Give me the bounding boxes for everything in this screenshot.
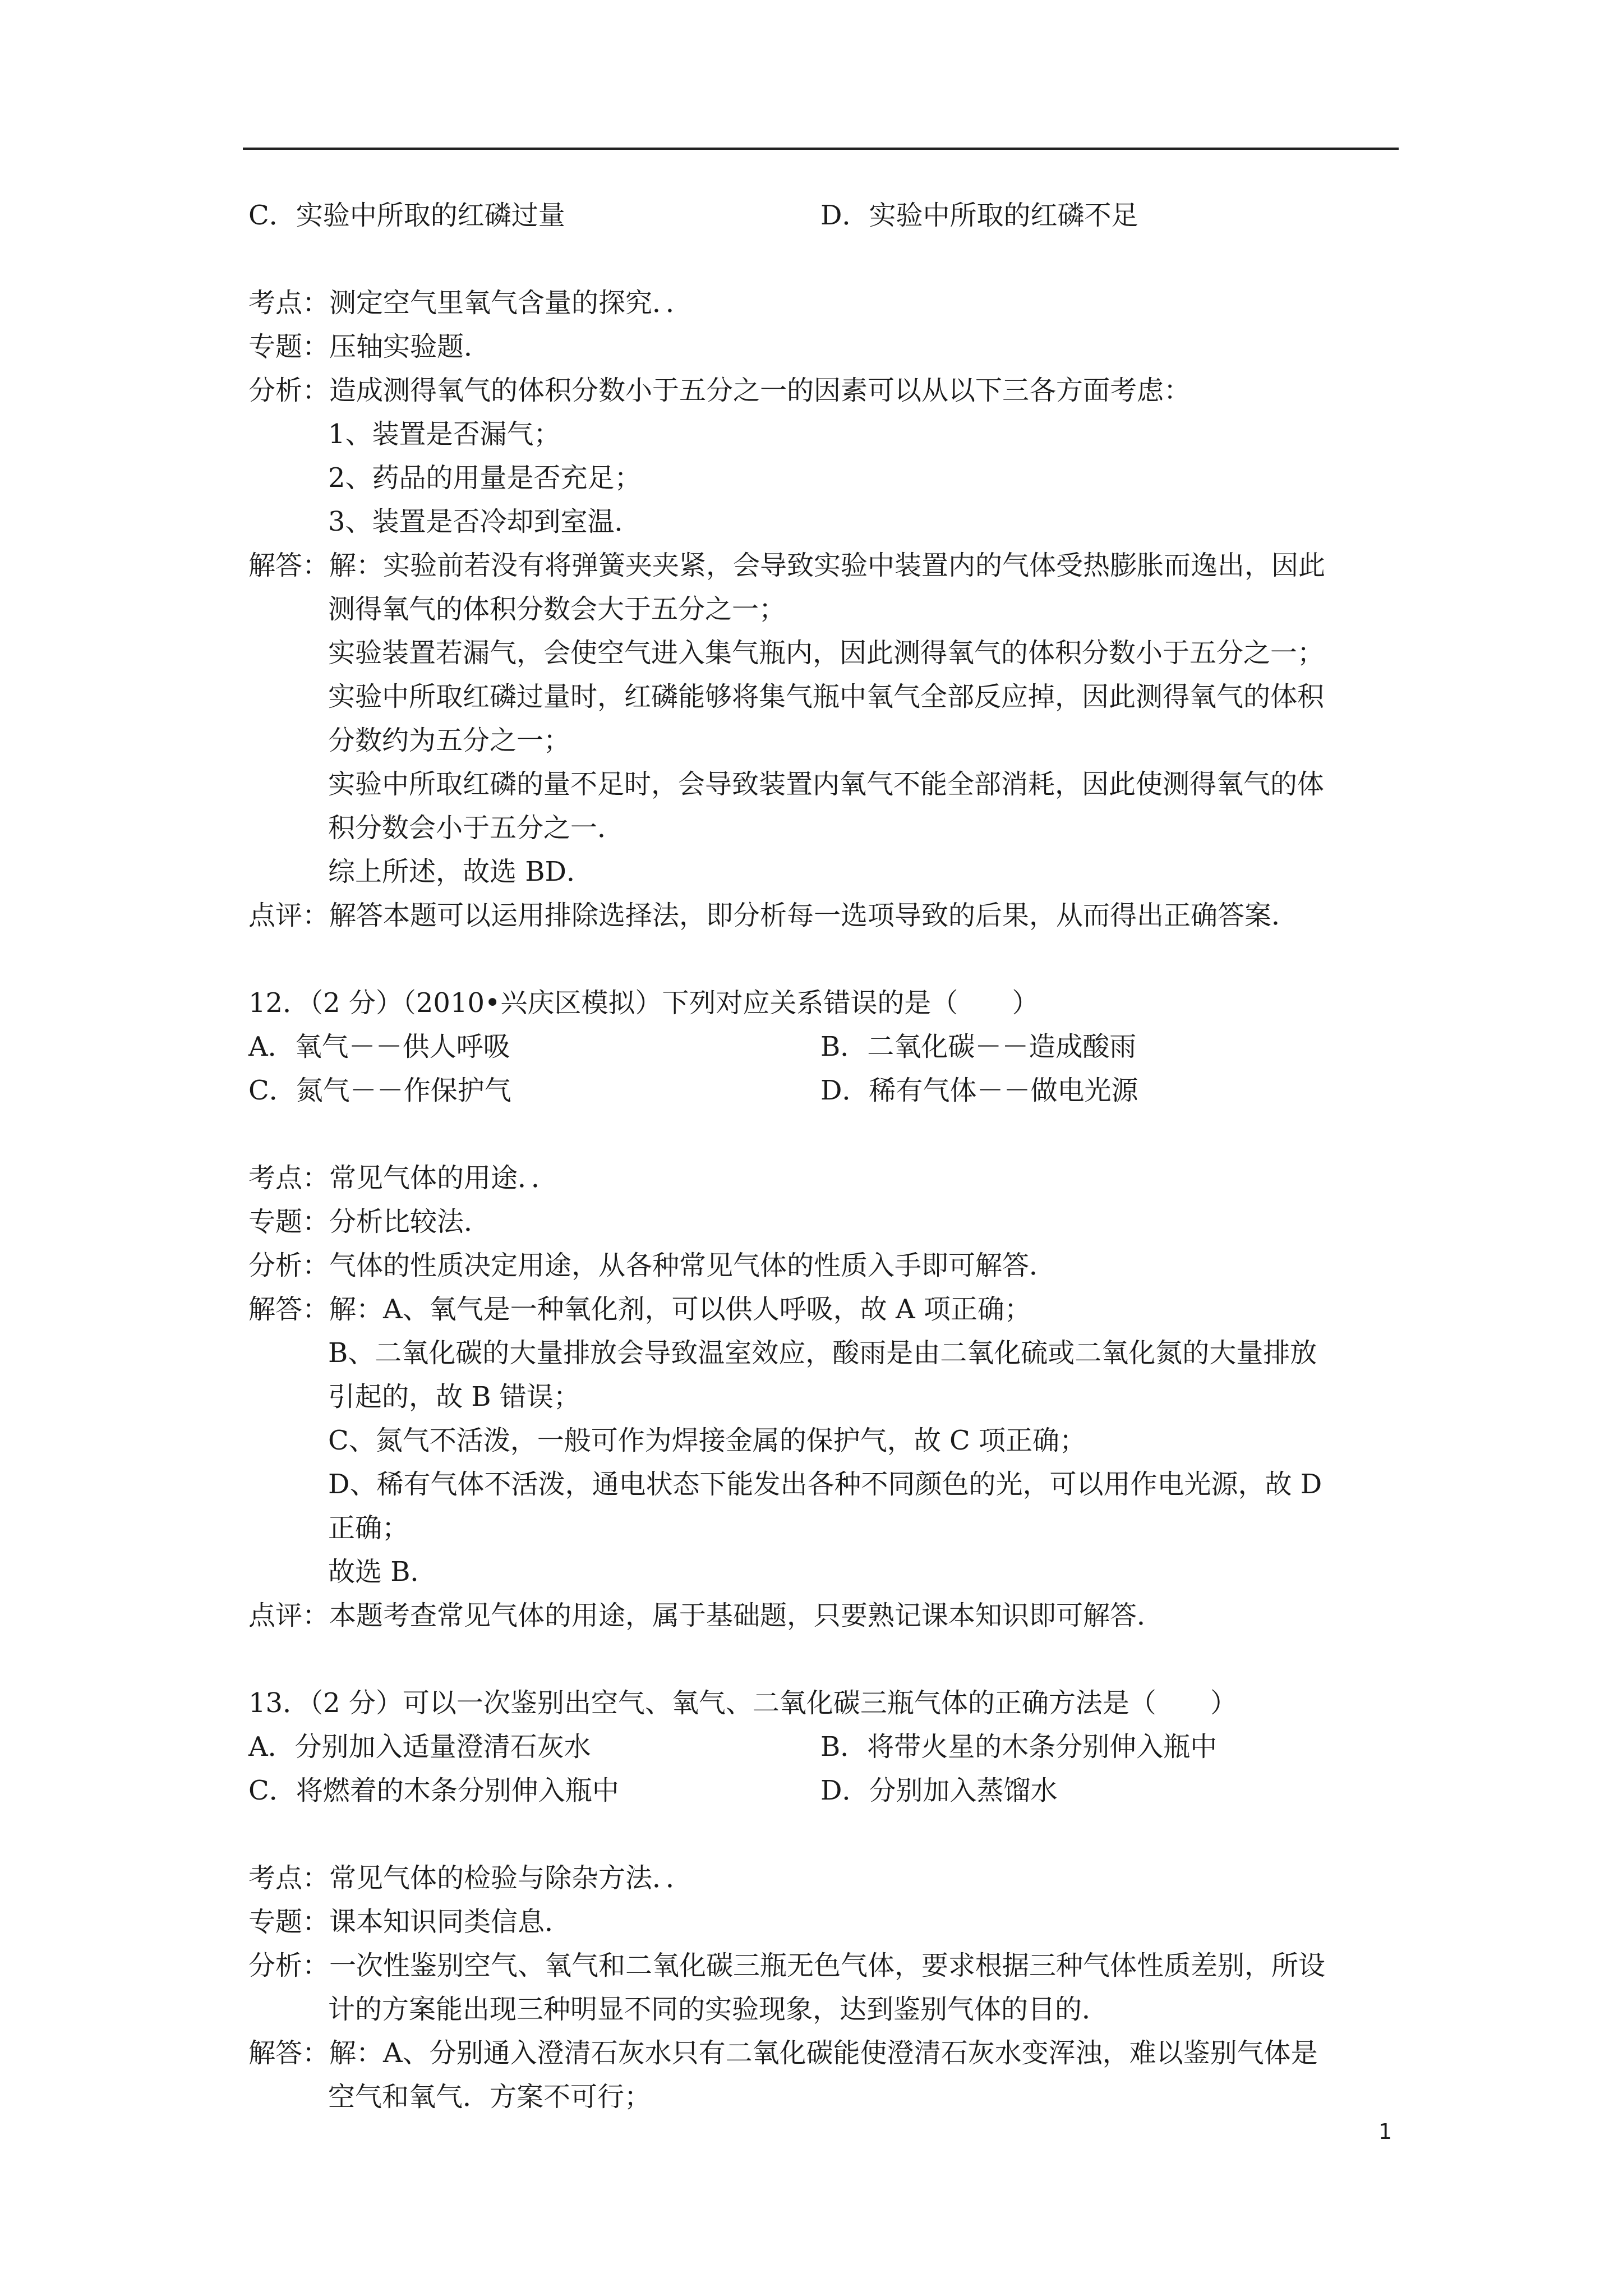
zhuanti-label: 专题： [248, 1906, 330, 1938]
q11-options-cd [248, 194, 1404, 237]
kaodian-label: 考点： [248, 287, 330, 319]
fenxi-label: 分析： [248, 1950, 330, 1981]
q12-option-c: C．氮气－－作保护气 [248, 1075, 511, 1106]
fenxi-text: 气体的性质决定用途，从各种常见气体的性质入手即可解答． [329, 1250, 1057, 1281]
q12-jieda-line: 正确； [328, 1512, 409, 1544]
zhuanti-label: 专题： [248, 331, 330, 362]
q13-jieda-line: 空气和氧气．方案不可行； [328, 2081, 652, 2113]
q12-options-cd [248, 1069, 1404, 1112]
q11-fenxi-point: 1、装置是否漏气； [328, 418, 561, 450]
q12-zhuanti [248, 1200, 1404, 1244]
kaodian-text: 常见气体的用途．． [329, 1162, 559, 1194]
document-body [248, 194, 1404, 2119]
q13-fenxi [248, 1944, 1404, 1987]
q11-jieda [248, 544, 1404, 587]
q12-kaodian [248, 1156, 1404, 1200]
kaodian-label: 考点： [248, 1862, 330, 1894]
q12-jieda-line: D、稀有气体不活泼，通电状态下能发出各种不同颜色的光，可以用作电光源，故 D [328, 1469, 1322, 1500]
header-rule [243, 148, 1399, 150]
page-number: 1 [1378, 2119, 1393, 2144]
q13-option-b: B．将带火星的木条分别伸入瓶中 [820, 1731, 1218, 1763]
q12-jieda-line: B、二氧化碳的大量排放会导致温室效应，酸雨是由二氧化硫或二氧化氮的大量排放 [328, 1337, 1317, 1369]
q12-options-ab [248, 1025, 1404, 1069]
zhuanti-label: 专题： [248, 1206, 330, 1237]
dianping-text: 解答本题可以运用排除选择法，即分析每一选项导致的后果，从而得出正确答案． [329, 900, 1299, 931]
q11-fenxi-point: 2、药品的用量是否充足； [328, 462, 642, 494]
q12-jieda-line: 引起的，故 B 错误； [328, 1381, 580, 1412]
jieda-label: 解答： [248, 550, 330, 581]
kaodian-text: 常见气体的检验与除杂方法．． [329, 1862, 693, 1894]
q11-dianping [248, 894, 1404, 937]
q11-jieda-line: 积分数会小于五分之一． [328, 812, 625, 844]
zhuanti-text: 课本知识同类信息． [329, 1906, 572, 1938]
q11-jieda-line: 综上所述，故选 BD． [328, 856, 594, 887]
zhuanti-text: 分析比较法． [329, 1206, 491, 1237]
q12-dianping [248, 1594, 1404, 1637]
q11-option-c: C．实验中所取的红磷过量 [248, 200, 565, 231]
q11-fenxi [248, 369, 1404, 412]
q13-zhuanti [248, 1900, 1404, 1944]
kaodian-label: 考点： [248, 1162, 330, 1194]
q13-stem: 13．（2 分）可以一次鉴别出空气、氧气、二氧化碳三瓶气体的正确方法是（ ） [248, 1687, 1237, 1719]
q12-option-a: A．氧气－－供人呼吸 [248, 1031, 510, 1062]
fenxi-label: 分析： [248, 1250, 330, 1281]
jieda-text: 解：A、分别通入澄清石灰水只有二氧化碳能使澄清石灰水变浑浊，难以鉴别气体是 [329, 2037, 1318, 2069]
q11-kaodian [248, 281, 1404, 325]
q12-option-b: B．二氧化碳－－造成酸雨 [820, 1031, 1137, 1062]
q13-jieda [248, 2031, 1404, 2075]
kaodian-text: 测定空气里氧气含量的探究．． [329, 287, 693, 319]
q13-option-a: A．分别加入适量澄清石灰水 [248, 1731, 591, 1763]
dianping-label: 点评： [248, 900, 330, 931]
zhuanti-text: 压轴实验题． [329, 331, 491, 362]
dianping-text: 本题考查常见气体的用途，属于基础题，只要熟记课本知识即可解答． [329, 1600, 1164, 1631]
q11-jieda-line: 实验中所取红磷过量时，红磷能够将集气瓶中氧气全部反应掉，因此测得氧气的体积 [328, 681, 1325, 712]
q11-jieda-line: 实验中所取红磷的量不足时，会导致装置内氧气不能全部消耗，因此使测得氧气的体 [328, 769, 1325, 800]
q12-jieda-line: 故选 B． [328, 1556, 437, 1588]
q12-fenxi [248, 1244, 1404, 1287]
q12-option-d: D．稀有气体－－做电光源 [820, 1075, 1138, 1106]
jieda-label: 解答： [248, 1294, 330, 1325]
q11-zhuanti [248, 325, 1404, 369]
q12-jieda [248, 1287, 1404, 1331]
q13-fenxi-line: 计的方案能出现三种明显不同的实验现象，达到鉴别气体的目的． [328, 1994, 1109, 2025]
q11-jieda-line: 分数约为五分之一； [328, 725, 571, 756]
jieda-text: 解：实验前若没有将弹簧夹夹紧，会导致实验中装置内的气体受热膨胀而逸出，因此 [329, 550, 1326, 581]
fenxi-label: 分析： [248, 375, 330, 406]
q13-option-d: D．分别加入蒸馏水 [820, 1775, 1058, 1806]
fenxi-text: 造成测得氧气的体积分数小于五分之一的因素可以从以下三各方面考虑： [329, 375, 1191, 406]
q11-option-d: D．实验中所取的红磷不足 [820, 200, 1138, 231]
q11-jieda-line: 测得氧气的体积分数会大于五分之一； [328, 593, 786, 625]
q11-jieda-line: 实验装置若漏气，会使空气进入集气瓶内，因此测得氧气的体积分数小于五分之一； [328, 637, 1325, 669]
dianping-label: 点评： [248, 1600, 330, 1631]
q13-kaodian [248, 1856, 1404, 1900]
q12-jieda-line: C、氮气不活泼，一般可作为焊接金属的保护气，故 C 项正确； [328, 1425, 1086, 1456]
jieda-label: 解答： [248, 2037, 330, 2069]
q12-stem: 12．（2 分）（2010•兴庆区模拟）下列对应关系错误的是（ ） [248, 987, 1039, 1019]
q13-options-cd [248, 1769, 1404, 1812]
fenxi-text: 一次性鉴别空气、氧气和二氧化碳三瓶无色气体，要求根据三种气体性质差别，所设 [329, 1950, 1326, 1981]
jieda-text: 解：A、氧气是一种氧化剂，可以供人呼吸，故 A 项正确； [329, 1294, 1031, 1325]
q13-options-ab [248, 1725, 1404, 1769]
q13-option-c: C．将燃着的木条分别伸入瓶中 [248, 1775, 619, 1806]
q11-fenxi-point: 3、装置是否冷却到室温． [328, 506, 642, 537]
